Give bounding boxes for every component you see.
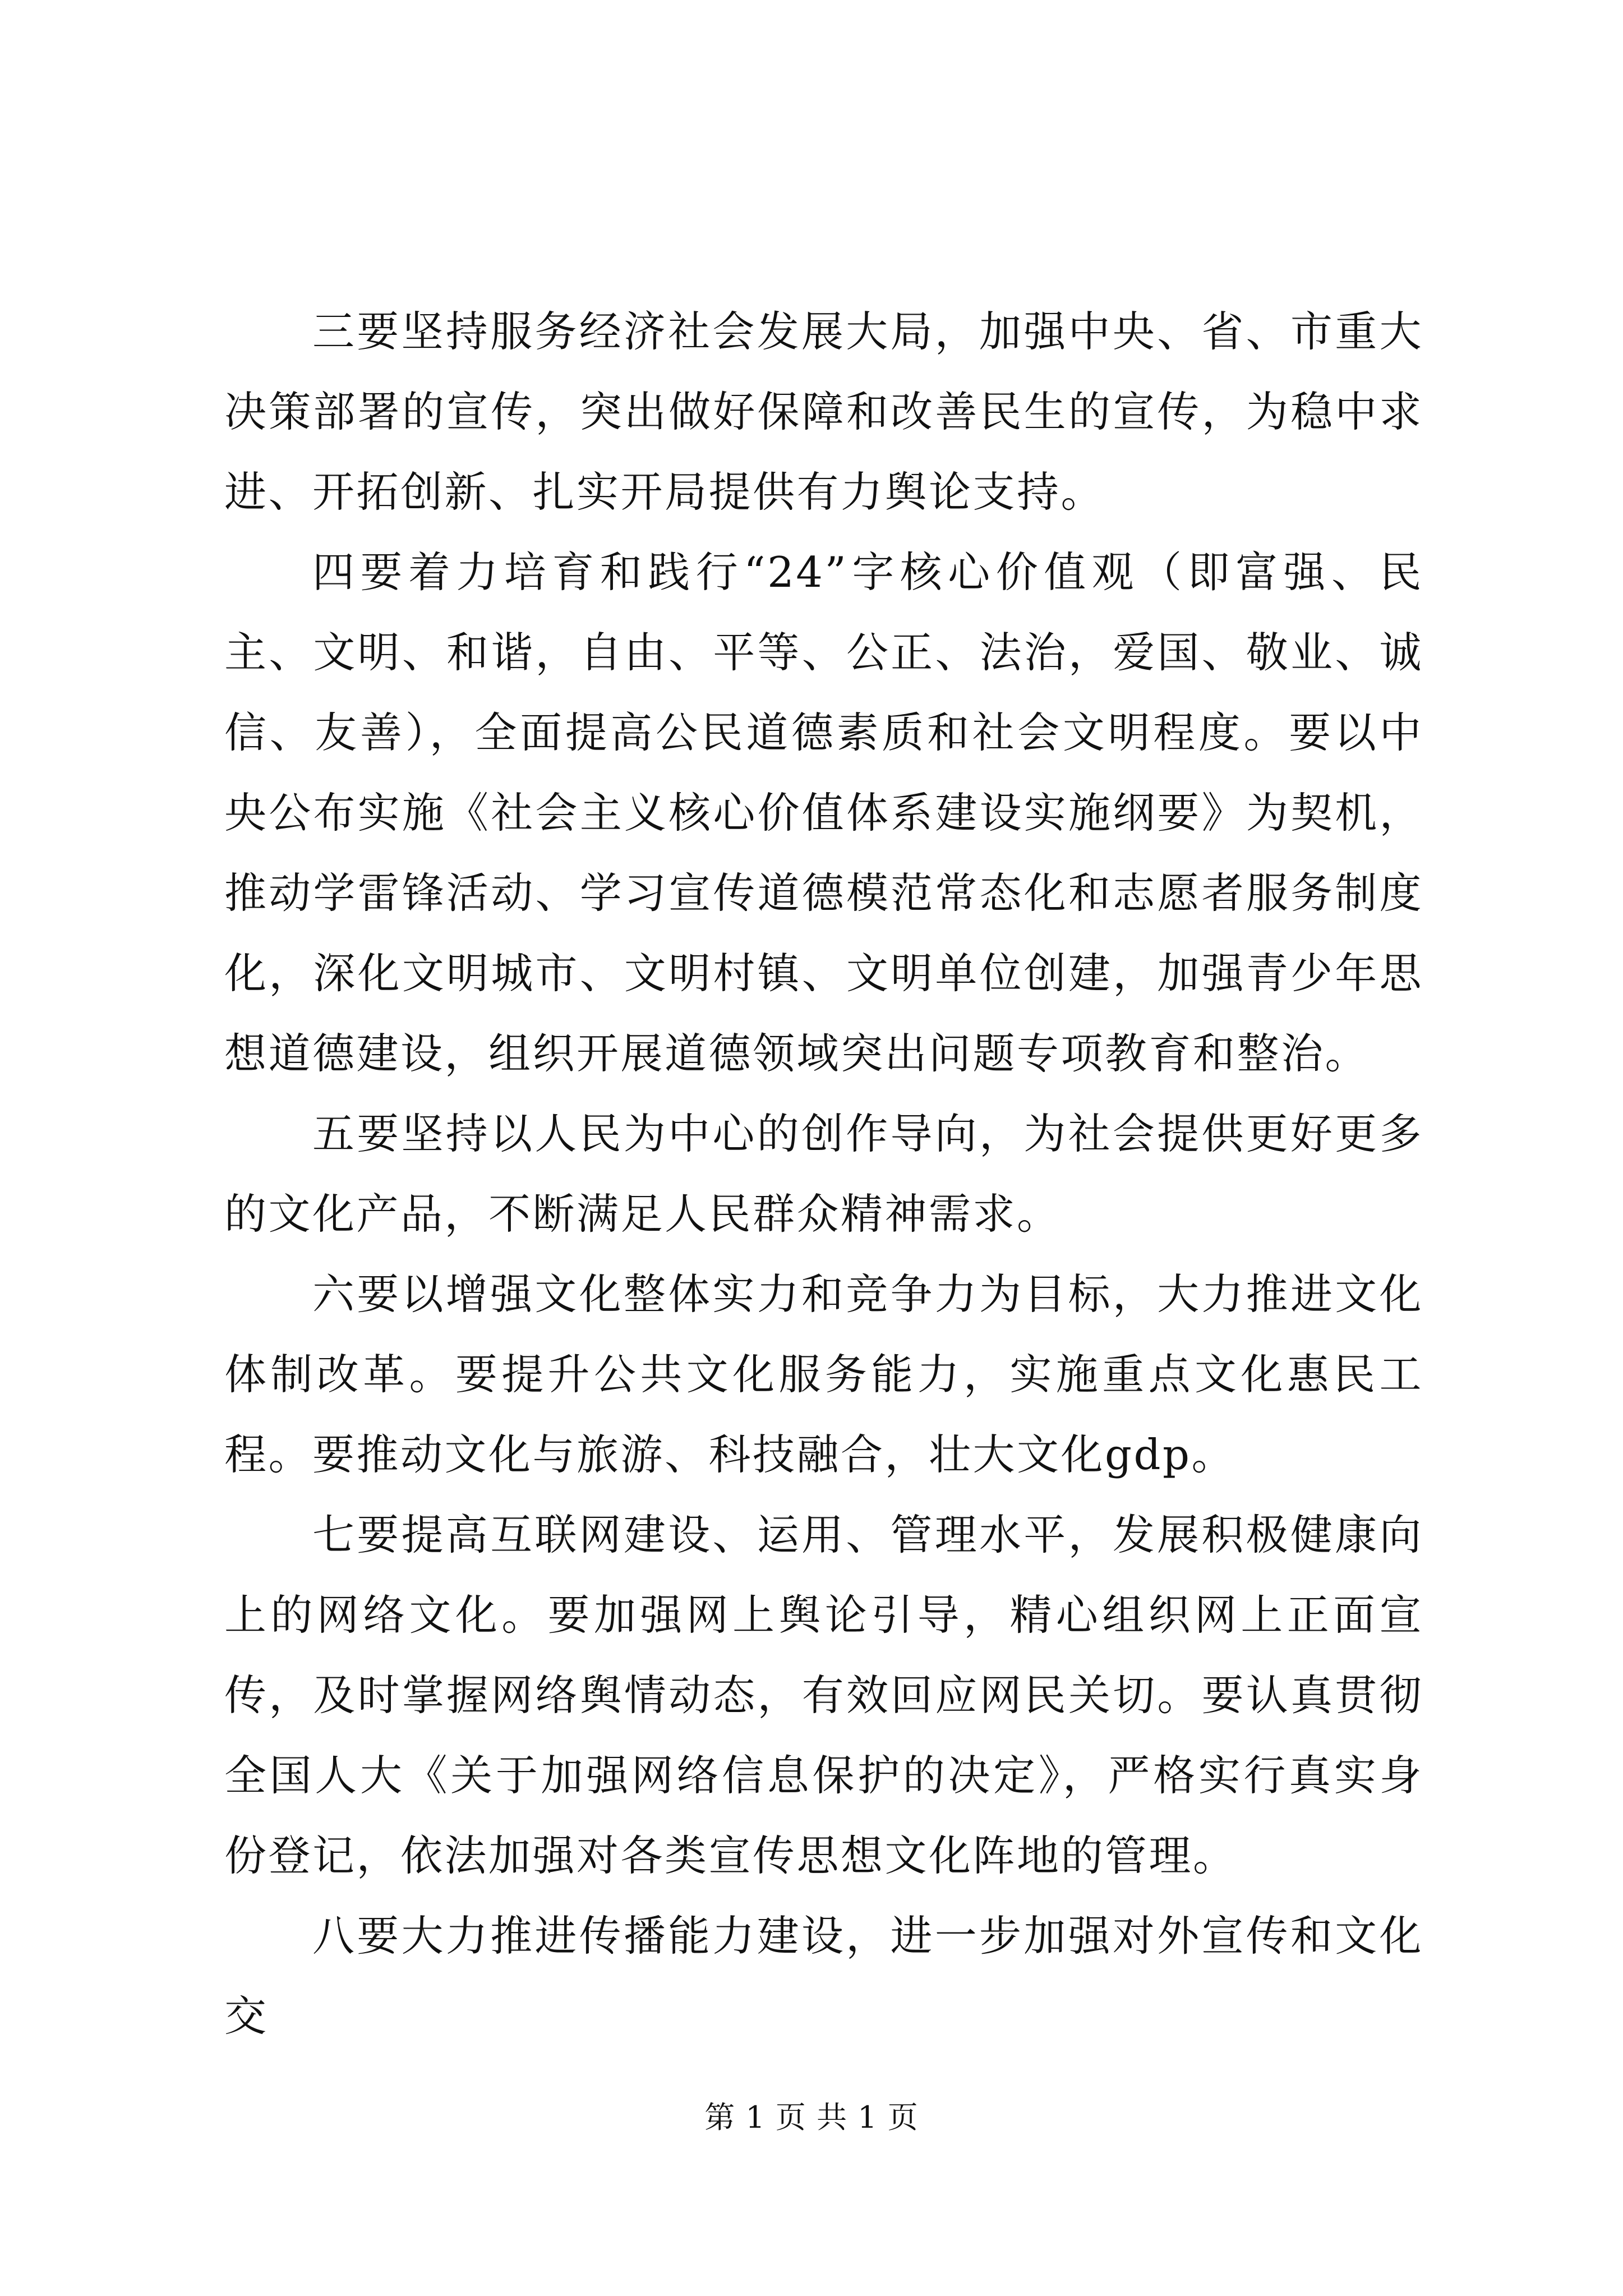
paragraph-7: 七要提高互联网建设、运用、管理水平，发展积极健康向上的网络文化。要加强网上舆论引导，精心组织网上正面宣传，及时掌握网络舆情动态，有效回应网民关切。要认真贯彻全国人大《关于加强网络信息保护的决定》，严格实行真实身份登记，依法加强对各类宣传思想文化阵地的管理。 (224, 1510, 1423, 1880)
document-body (224, 292, 1423, 2056)
paragraph-5: 五要坚持以人民为中心的创作导向，为社会提供更好更多的文化产品，不断满足人民群众精神需求。 (224, 1109, 1423, 1239)
paragraph-3: 三要坚持服务经济社会发展大局，加强中央、省、市重大决策部署的宣传，突出做好保障和改善民生的宣传，为稳中求进、开拓创新、扎实开局提供有力舆论支持。 (224, 307, 1423, 517)
paragraph-8: 八要大力推进传播能力建设，进一步加强对外宣传和文化交 (224, 1911, 1423, 2041)
page-footer (0, 2098, 1623, 2137)
paragraph-6: 六要以增强文化整体实力和竞争力为目标，大力推进文化体制改革。要提升公共文化服务能力，实施重点文化惠民工程。要推动文化与旅游、科技融合，壮大文化gdp。 (224, 1269, 1423, 1479)
paragraph-4: 四要着力培育和践行“24”字核心价值观（即富强、民主、文明、和谐，自由、平等、公正、法治，爱国、敬业、诚信、友善），全面提高公民道德素质和社会文明程度。要以中央公布实施《社会主义核心价值体系建设实施纲要》为契机，推动学雷锋活动、学习宣传道德模范常态化和志愿者服务制度化，深化文明城市、文明村镇、文明单位创建，加强青少年思想道德建设，组织开展道德领域突出问题专项教育和整治。 (224, 547, 1423, 1078)
page-number-label: 第 1 页 共 1 页 (704, 2100, 919, 2135)
